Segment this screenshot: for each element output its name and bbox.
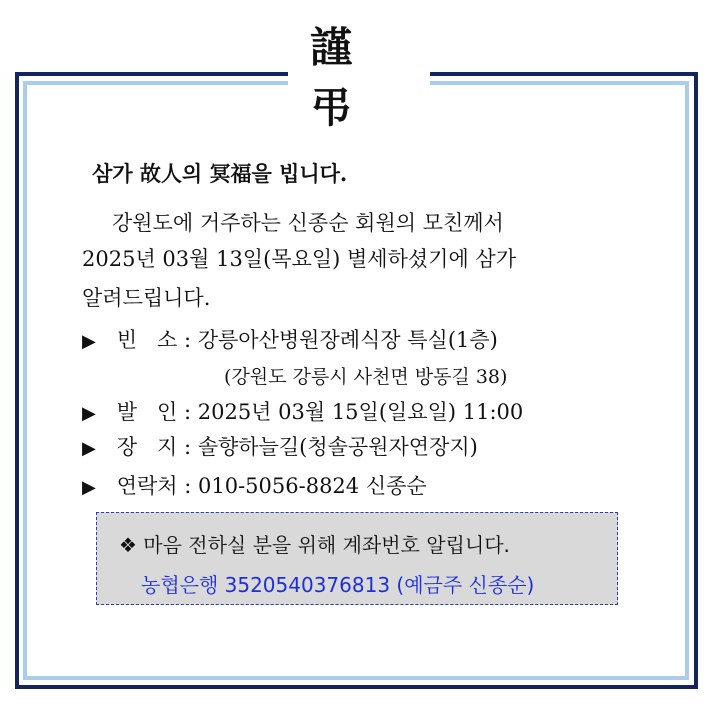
bank-account-info: 농협은행 3520540376813 (예금주 신종순) [141,573,535,597]
title-plate [288,23,430,132]
funeral-hall-label: 빈 소 : [116,328,192,352]
burial-site-label: 장 지 : [116,435,192,459]
arrow-marker-icon: ▶ [82,438,96,459]
message-line-2: 2025년 03월 13일(목요일) 별세하셨기에 삼가 [82,247,516,271]
detail-contact [82,470,427,500]
arrow-marker-icon: ▶ [82,403,96,424]
funeral-hall-value: 강릉아산병원장례식장 특실(1층) [197,328,498,352]
funeral-hall-address: (강원도 강릉시 사천면 방동길 38) [224,366,508,388]
condolence-greeting: 삼가 故人의 冥福을 빕니다. [92,161,348,186]
detail-funeral-hall [82,324,498,354]
account-notice-text: ❖ 마음 전하실 분을 위해 계좌번호 알립니다. [119,533,510,557]
departure-value: 2025년 03월 15일(일요일) 11:00 [197,400,524,424]
arrow-marker-icon: ▶ [82,477,96,498]
contact-label: 연락처 : [116,474,192,498]
detail-burial-site [82,431,478,461]
departure-label: 발 인 : [116,400,192,424]
burial-site-value: 솔향하늘길(청솔공원자연장지) [197,435,478,459]
arrow-marker-icon: ▶ [82,331,96,352]
account-notice-box [96,512,618,605]
detail-departure [82,396,523,426]
contact-value: 010-5056-8824 신종순 [197,474,427,498]
page-title: 謹 弔 [310,23,375,132]
message-line-3: 알려드립니다. [82,286,211,310]
message-line-1: 강원도에 거주하는 신종순 회원의 모친께서 [112,211,504,235]
